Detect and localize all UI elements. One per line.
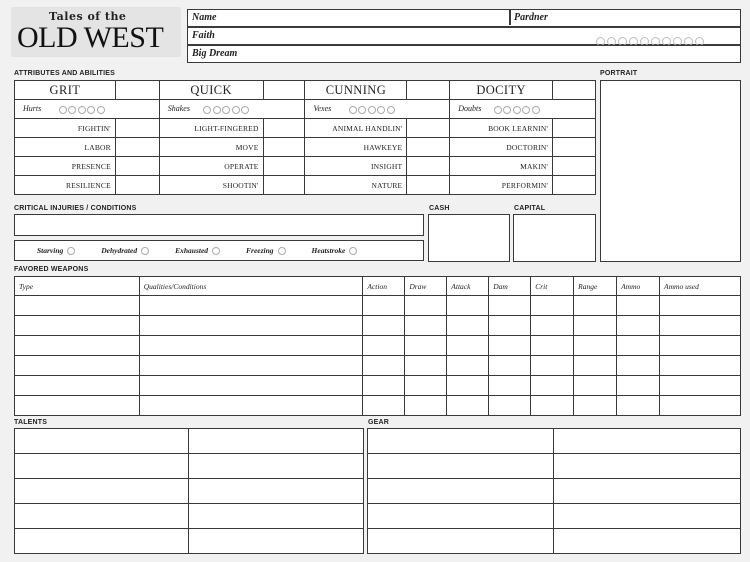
gear-row	[368, 479, 741, 504]
name-row	[187, 9, 741, 27]
track-circle[interactable]	[522, 106, 530, 114]
ability-value-field[interactable]	[553, 119, 596, 138]
condition-item	[101, 246, 149, 255]
condition-item	[246, 246, 286, 255]
gear-cell[interactable]	[368, 504, 554, 529]
weapon-cell[interactable]	[574, 296, 617, 316]
gear-cell[interactable]	[553, 454, 741, 479]
attribute-name: QUICK	[159, 81, 263, 100]
gear-row	[368, 504, 741, 529]
capital-section-label: CAPITAL	[514, 205, 546, 212]
ability-label: ANIMAL HANDLIN'	[305, 119, 407, 138]
critical-injuries-field[interactable]	[14, 214, 424, 236]
weapons-column-header: Ammo	[617, 277, 660, 296]
condition-label: Exhausted	[175, 246, 209, 255]
ability-label: LIGHT-FINGERED	[159, 119, 263, 138]
talent-cell[interactable]	[188, 479, 364, 504]
ability-value-field[interactable]	[263, 176, 305, 195]
attribute-track-label: Doubts	[458, 104, 482, 114]
track-circle[interactable]	[503, 106, 511, 114]
condition-item	[37, 246, 75, 255]
weapon-cell[interactable]	[15, 296, 140, 316]
condition-label: Starving	[37, 246, 64, 255]
weapons-column-header: Qualities/Conditions	[139, 277, 363, 296]
weapon-cell[interactable]	[617, 316, 660, 336]
track-circle[interactable]	[377, 106, 385, 114]
weapon-cell[interactable]	[574, 316, 617, 336]
weapon-cell[interactable]	[363, 356, 405, 376]
ability-value-field[interactable]	[553, 138, 596, 157]
ability-value-field[interactable]	[407, 157, 450, 176]
gear-row	[368, 429, 741, 454]
gear-cell[interactable]	[553, 479, 741, 504]
weapons-column-header: Action	[363, 277, 405, 296]
track-circle[interactable]	[78, 106, 86, 114]
track-circle[interactable]	[358, 106, 366, 114]
track-circle[interactable]	[59, 106, 67, 114]
condition-checkbox[interactable]	[278, 247, 286, 255]
attribute-track	[305, 100, 450, 119]
weapon-cell[interactable]	[489, 376, 531, 396]
gear-cell[interactable]	[553, 529, 741, 554]
track-circle[interactable]	[349, 106, 357, 114]
talent-cell[interactable]	[188, 454, 364, 479]
ability-label: RESILIENCE	[15, 176, 116, 195]
weapon-cell[interactable]	[574, 336, 617, 356]
conditions-row	[14, 240, 424, 261]
weapon-cell[interactable]	[363, 296, 405, 316]
weapon-cell[interactable]	[660, 356, 741, 376]
gear-cell[interactable]	[368, 429, 554, 454]
weapon-cell[interactable]	[660, 316, 741, 336]
gear-row	[368, 529, 741, 554]
weapon-cell[interactable]	[405, 336, 447, 356]
attribute-name: DOCITY	[450, 81, 553, 100]
ability-label: MOVE	[159, 138, 263, 157]
pardner-divider	[509, 10, 511, 25]
attribute-value-field[interactable]	[115, 81, 159, 100]
pardner-field[interactable]	[560, 10, 738, 25]
track-circle[interactable]	[97, 106, 105, 114]
weapon-cell[interactable]	[531, 376, 574, 396]
weapon-cell[interactable]	[363, 396, 405, 416]
ability-value-field[interactable]	[407, 176, 450, 195]
weapon-cell[interactable]	[447, 316, 489, 336]
gear-grid	[367, 428, 741, 554]
talent-cell[interactable]	[15, 504, 189, 529]
weapon-cell[interactable]	[617, 336, 660, 356]
attribute-value-field[interactable]	[263, 81, 305, 100]
weapon-cell[interactable]	[363, 316, 405, 336]
talents-section-label: TALENTS	[14, 419, 48, 426]
ability-label: SHOOTIN'	[159, 176, 263, 195]
weapon-cell[interactable]	[574, 356, 617, 376]
weapons-section-label: FAVORED WEAPONS	[14, 266, 89, 273]
attribute-name: GRIT	[15, 81, 116, 100]
weapons-column-header: Type	[15, 277, 140, 296]
portrait-section-label: PORTRAIT	[600, 70, 638, 77]
logo-line2: OLD WEST	[17, 21, 164, 54]
ability-value-field[interactable]	[263, 157, 305, 176]
condition-item	[175, 246, 220, 255]
weapon-cell[interactable]	[15, 376, 140, 396]
critical-section-label: CRITICAL INJURIES / CONDITIONS	[14, 205, 137, 212]
weapon-cell[interactable]	[15, 336, 140, 356]
attribute-track	[159, 100, 305, 119]
track-circle[interactable]	[68, 106, 76, 114]
weapon-row	[15, 336, 741, 356]
weapon-cell[interactable]	[660, 396, 741, 416]
weapon-cell[interactable]	[531, 396, 574, 416]
ability-value-field[interactable]	[553, 176, 596, 195]
talent-row	[15, 529, 364, 554]
weapon-cell[interactable]	[405, 396, 447, 416]
weapon-cell[interactable]	[15, 316, 140, 336]
ability-label: MAKIN'	[450, 157, 553, 176]
big-dream-row	[187, 45, 741, 63]
ability-label: LABOR	[15, 138, 116, 157]
track-circle[interactable]	[241, 106, 249, 114]
attribute-name-row	[15, 81, 596, 100]
capital-field[interactable]	[513, 214, 596, 262]
cash-field[interactable]	[428, 214, 510, 262]
track-circle[interactable]	[513, 106, 521, 114]
talent-cell[interactable]	[188, 429, 364, 454]
ability-label: PERFORMIN'	[450, 176, 553, 195]
ability-label: INSIGHT	[305, 157, 407, 176]
faith-label: Faith	[192, 30, 215, 41]
weapons-column-header: Crit	[531, 277, 574, 296]
big-dream-field[interactable]	[258, 46, 738, 61]
big-dream-label: Big Dream	[192, 48, 238, 59]
talent-cell[interactable]	[15, 454, 189, 479]
weapon-cell[interactable]	[139, 356, 363, 376]
weapon-cell[interactable]	[660, 376, 741, 396]
weapon-cell[interactable]	[489, 396, 531, 416]
weapon-row	[15, 396, 741, 416]
weapon-cell[interactable]	[531, 316, 574, 336]
weapon-cell[interactable]	[139, 296, 363, 316]
gear-grid-wrap	[367, 428, 741, 554]
weapon-cell[interactable]	[489, 336, 531, 356]
talent-cell[interactable]	[15, 479, 189, 504]
weapon-cell[interactable]	[405, 316, 447, 336]
weapons-column-header: Dam	[489, 277, 531, 296]
talent-cell[interactable]	[15, 429, 189, 454]
talent-row	[15, 454, 364, 479]
attribute-track-label: Hurts	[23, 104, 42, 114]
weapons-column-header: Ammo used	[660, 277, 741, 296]
weapon-cell[interactable]	[617, 356, 660, 376]
gear-cell[interactable]	[553, 429, 741, 454]
condition-label: Dehydrated	[101, 246, 138, 255]
weapon-cell[interactable]	[531, 336, 574, 356]
ability-label: BOOK LEARNIN'	[450, 119, 553, 138]
weapon-cell[interactable]	[617, 376, 660, 396]
attribute-track	[15, 100, 160, 119]
weapon-cell[interactable]	[405, 376, 447, 396]
gear-cell[interactable]	[368, 454, 554, 479]
track-circle[interactable]	[203, 106, 211, 114]
portrait-box[interactable]	[600, 80, 741, 262]
weapons-column-header: Range	[574, 277, 617, 296]
ability-value-field[interactable]	[115, 157, 159, 176]
faith-row	[187, 27, 741, 45]
weapon-cell[interactable]	[617, 296, 660, 316]
track-circle[interactable]	[87, 106, 95, 114]
ability-label: HAWKEYE	[305, 138, 407, 157]
weapon-cell[interactable]	[617, 396, 660, 416]
pardner-label: Pardner	[514, 12, 548, 23]
weapon-cell[interactable]	[531, 356, 574, 376]
weapons-column-header: Draw	[405, 277, 447, 296]
weapon-row	[15, 376, 741, 396]
ability-value-field[interactable]	[115, 138, 159, 157]
track-circle[interactable]	[368, 106, 376, 114]
ability-value-field[interactable]	[553, 157, 596, 176]
attribute-track	[450, 100, 596, 119]
weapon-row	[15, 316, 741, 336]
weapon-cell[interactable]	[660, 336, 741, 356]
weapon-cell[interactable]	[405, 356, 447, 376]
condition-checkbox[interactable]	[349, 247, 357, 255]
weapon-cell[interactable]	[15, 356, 140, 376]
weapons-column-header: Attack	[447, 277, 489, 296]
weapon-cell[interactable]	[447, 296, 489, 316]
track-circle[interactable]	[232, 106, 240, 114]
logo	[11, 7, 181, 57]
attribute-value-field[interactable]	[407, 81, 450, 100]
ability-value-field[interactable]	[407, 138, 450, 157]
ability-row	[15, 157, 596, 176]
attribute-value-field[interactable]	[553, 81, 596, 100]
name-label: Name	[192, 12, 217, 23]
condition-label: Freezing	[246, 246, 274, 255]
cash-section-label: CASH	[429, 205, 450, 212]
ability-label: NATURE	[305, 176, 407, 195]
condition-label: Heatstroke	[311, 246, 346, 255]
weapon-cell[interactable]	[139, 376, 363, 396]
track-circle[interactable]	[213, 106, 221, 114]
condition-checkbox[interactable]	[141, 247, 149, 255]
ability-value-field[interactable]	[407, 119, 450, 138]
ability-label: PRESENCE	[15, 157, 116, 176]
gear-cell[interactable]	[553, 504, 741, 529]
weapon-cell[interactable]	[139, 316, 363, 336]
weapon-cell[interactable]	[574, 376, 617, 396]
name-field[interactable]	[228, 10, 508, 25]
condition-checkbox[interactable]	[67, 247, 75, 255]
weapon-cell[interactable]	[405, 296, 447, 316]
talent-row	[15, 504, 364, 529]
weapon-cell[interactable]	[447, 396, 489, 416]
weapon-cell[interactable]	[15, 396, 140, 416]
weapon-cell[interactable]	[489, 296, 531, 316]
weapon-cell[interactable]	[139, 336, 363, 356]
weapon-cell[interactable]	[447, 336, 489, 356]
condition-item	[312, 246, 358, 255]
attribute-name: CUNNING	[305, 81, 407, 100]
ability-label: OPERATE	[159, 157, 263, 176]
gear-row	[368, 454, 741, 479]
talents-grid	[14, 428, 364, 554]
talent-cell[interactable]	[188, 504, 364, 529]
attribute-track-row	[15, 100, 596, 119]
weapon-cell[interactable]	[489, 356, 531, 376]
weapon-row	[15, 296, 741, 316]
weapon-cell[interactable]	[363, 376, 405, 396]
weapon-cell[interactable]	[447, 376, 489, 396]
talent-cell[interactable]	[188, 529, 364, 554]
talent-row	[15, 429, 364, 454]
talent-row	[15, 479, 364, 504]
ability-row	[15, 119, 596, 138]
attributes-section-label: ATTRIBUTES AND ABILITIES	[14, 70, 115, 77]
track-circle[interactable]	[532, 106, 540, 114]
weapon-cell[interactable]	[660, 296, 741, 316]
ability-value-field[interactable]	[115, 176, 159, 195]
attributes-table	[14, 80, 596, 195]
track-circle[interactable]	[222, 106, 230, 114]
weapon-cell[interactable]	[574, 396, 617, 416]
weapons-table-wrap	[14, 276, 741, 416]
weapon-row	[15, 356, 741, 376]
weapons-table	[14, 276, 741, 416]
weapon-cell[interactable]	[489, 316, 531, 336]
weapon-cell[interactable]	[531, 296, 574, 316]
talents-grid-wrap	[14, 428, 364, 554]
condition-checkbox[interactable]	[212, 247, 220, 255]
ability-value-field[interactable]	[263, 138, 305, 157]
logo-line1: Tales of the	[49, 10, 127, 23]
gear-cell[interactable]	[368, 529, 554, 554]
weapon-cell[interactable]	[139, 396, 363, 416]
track-circle[interactable]	[387, 106, 395, 114]
ability-label: FIGHTIN'	[15, 119, 116, 138]
attribute-track-label: Shakes	[167, 104, 190, 114]
ability-row	[15, 138, 596, 157]
gear-cell[interactable]	[368, 479, 554, 504]
ability-value-field[interactable]	[115, 119, 159, 138]
ability-value-field[interactable]	[263, 119, 305, 138]
weapon-cell[interactable]	[447, 356, 489, 376]
talent-cell[interactable]	[15, 529, 189, 554]
ability-label: DOCTORIN'	[450, 138, 553, 157]
weapons-header-row	[15, 277, 741, 296]
ability-row	[15, 176, 596, 195]
weapon-cell[interactable]	[363, 336, 405, 356]
track-circle[interactable]	[494, 106, 502, 114]
attribute-track-label: Vexes	[313, 104, 332, 114]
gear-section-label: GEAR	[368, 419, 390, 426]
